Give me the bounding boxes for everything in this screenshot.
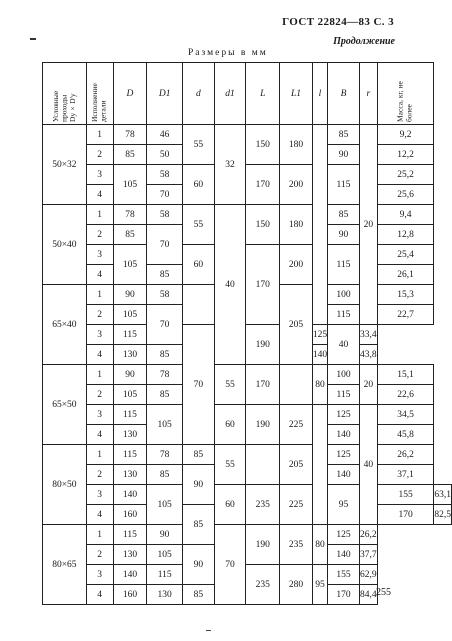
L1-cell: 235: [280, 525, 313, 565]
col-d1: d1: [214, 63, 246, 125]
L-cell: 235: [246, 485, 280, 525]
D-cell: 90: [113, 365, 147, 385]
L1-cell: 280: [280, 565, 313, 605]
D-cell: 160: [113, 585, 147, 605]
part-cell: 3: [86, 405, 113, 425]
L-cell: [246, 445, 280, 485]
L-cell: 190: [246, 525, 280, 565]
part-cell: 1: [86, 125, 113, 145]
D-cell: 105: [113, 385, 147, 405]
mass-cell: 9,2: [377, 125, 434, 145]
B-cell: 125: [328, 405, 360, 425]
col-L: L: [246, 63, 280, 125]
D1-cell: 105: [147, 405, 183, 445]
D-cell: 130: [113, 345, 147, 365]
D1-cell: 70: [147, 305, 183, 345]
D-cell: 130: [113, 545, 147, 565]
L-cell: 170: [246, 245, 280, 325]
part-cell: 4: [86, 505, 113, 525]
table-row: [43, 325, 452, 345]
d-cell: 55: [183, 205, 215, 245]
part-cell: 3: [86, 245, 113, 265]
mass-cell: 12,2: [377, 145, 434, 165]
D-cell: 130: [113, 465, 147, 485]
r-cell: 20: [359, 365, 377, 405]
mass-cell: 63,1: [434, 485, 452, 505]
table-row: [43, 445, 452, 465]
D-cell: 85: [113, 145, 147, 165]
B-cell: 140: [312, 345, 327, 365]
D1-cell: 78: [147, 365, 183, 385]
part-cell: 4: [86, 185, 113, 205]
mass-cell: 9,4: [377, 205, 434, 225]
d-cell: 60: [183, 165, 215, 205]
D1-cell: 50: [147, 145, 183, 165]
D1-cell: 46: [147, 125, 183, 145]
mass-cell: 43,8: [359, 345, 377, 365]
part-cell: 2: [86, 545, 113, 565]
mass-cell: 15,3: [377, 285, 434, 305]
D-cell: 105: [113, 165, 147, 205]
B-cell: 115: [328, 305, 360, 325]
D1-cell: 85: [147, 385, 183, 405]
mass-cell: 26,2: [359, 525, 377, 545]
l-cell: 80: [312, 525, 327, 565]
table-row: [43, 405, 452, 425]
L-cell: 190: [246, 325, 280, 365]
D-cell: 90: [113, 285, 147, 305]
table-row: [43, 205, 452, 225]
D1-cell: 78: [147, 445, 183, 465]
B-cell: 115: [328, 385, 360, 405]
B-cell: 125: [328, 445, 360, 465]
table-row: [43, 125, 452, 145]
B-cell: 170: [377, 505, 434, 525]
footer-mark: [206, 630, 211, 631]
table-row: [43, 245, 452, 265]
mass-cell: 34,5: [377, 405, 434, 425]
D1-cell: 115: [147, 565, 183, 585]
part-cell: 1: [86, 205, 113, 225]
part-cell: 3: [86, 325, 113, 345]
mass-cell: 26,1: [377, 265, 434, 285]
d-cell: 90: [183, 545, 215, 585]
part-cell: 3: [86, 165, 113, 185]
d-cell: [183, 285, 215, 325]
mass-cell: 25,6: [377, 185, 434, 205]
part-cell: 4: [86, 425, 113, 445]
d1-cell: 60: [214, 405, 246, 445]
table-row: [43, 165, 452, 185]
D1-cell: 58: [147, 285, 183, 305]
B-cell: 100: [328, 285, 360, 305]
part-cell: 4: [86, 585, 113, 605]
L-cell: 190: [246, 405, 280, 445]
dimensions-table: [42, 62, 452, 605]
l-cell: 95: [312, 565, 327, 605]
B-cell: 85: [328, 125, 360, 145]
B-cell: 140: [328, 465, 360, 485]
table-row: [43, 525, 452, 545]
d1-cell: 32: [214, 125, 246, 205]
L1-cell: 180: [280, 205, 313, 245]
document-header: ГОСТ 22824—83 С. 3: [282, 16, 394, 28]
L1-cell: 205: [280, 445, 313, 485]
part-cell: 1: [86, 445, 113, 465]
part-cell: 3: [86, 485, 113, 505]
r-cell: 40: [359, 405, 377, 525]
continued-label: Продолжение: [333, 36, 395, 47]
size-cell: 65×40: [43, 285, 87, 365]
L1-cell: [280, 365, 313, 405]
B-cell: 125: [328, 525, 360, 545]
D1-cell: 105: [147, 545, 183, 565]
B-cell: 90: [328, 145, 360, 165]
D1-cell: 58: [147, 165, 183, 185]
B-cell: 100: [328, 365, 360, 385]
D-cell: 115: [113, 325, 147, 345]
d1-cell: 55: [214, 445, 246, 485]
part-cell: 4: [86, 265, 113, 285]
B-cell: 115: [328, 245, 360, 285]
B-cell: 125: [312, 325, 327, 345]
col-B: B: [328, 63, 360, 125]
B-cell: 115: [328, 165, 360, 205]
B-cell: 170: [328, 585, 360, 605]
part-cell: 1: [86, 365, 113, 385]
d-cell: 85: [183, 505, 215, 545]
mass-cell: 82,5: [434, 505, 452, 525]
D-cell: 78: [113, 125, 147, 145]
D-cell: 115: [113, 445, 147, 465]
L1-cell: 180: [280, 125, 313, 165]
mass-cell: 37,7: [359, 545, 377, 565]
mass-cell: 84,4: [359, 585, 377, 605]
mass-cell: 37,1: [377, 465, 434, 485]
L1-cell: 200: [280, 245, 313, 285]
d-cell: 90: [183, 465, 215, 505]
mass-cell: 26,2: [377, 445, 434, 465]
col-mass: Масса, кг, не более: [377, 63, 434, 125]
part-cell: 4: [86, 345, 113, 365]
part-cell: 1: [86, 285, 113, 305]
d-cell: 60: [183, 245, 215, 285]
table-row: [43, 365, 452, 385]
D1-cell: 70: [147, 225, 183, 265]
D-cell: 105: [113, 245, 147, 285]
part-cell: 2: [86, 465, 113, 485]
L-cell: 170: [246, 165, 280, 205]
mass-cell: 22,7: [377, 305, 434, 325]
header-row: [43, 63, 452, 125]
B-cell: 155: [377, 485, 434, 505]
D-cell: 130: [113, 425, 147, 445]
d-cell: 55: [183, 125, 215, 165]
D1-cell: 130: [147, 585, 183, 605]
col-l: l: [312, 63, 327, 125]
L-cell: 150: [246, 125, 280, 165]
D1-cell: 70: [147, 185, 183, 205]
l-cell: [312, 405, 327, 525]
l-cell: 95: [328, 485, 360, 525]
D-cell: 78: [113, 205, 147, 225]
col-L1: L1: [280, 63, 313, 125]
L-cell: 170: [246, 365, 280, 405]
D1-cell: 58: [147, 205, 183, 225]
B-cell: 155: [328, 565, 360, 585]
size-cell: 65×50: [43, 365, 87, 445]
col-D: D: [113, 63, 147, 125]
D1-cell: 85: [147, 265, 183, 285]
col-r: r: [359, 63, 377, 125]
B-cell: 140: [328, 425, 360, 445]
r-cell: 20: [359, 125, 377, 325]
part-cell: 2: [86, 225, 113, 245]
part-cell: 2: [86, 385, 113, 405]
d-cell: 85: [183, 445, 215, 465]
D-cell: 140: [113, 565, 147, 585]
col-part: Исполнение детали: [86, 63, 113, 125]
D-cell: 105: [113, 305, 147, 325]
margin-mark: [30, 38, 36, 40]
col-d: d: [183, 63, 215, 125]
D-cell: 115: [113, 405, 147, 425]
B-cell: 90: [328, 225, 360, 245]
B-cell: 85: [328, 205, 360, 225]
col-size: Условные проходы Dy×D'y: [43, 63, 87, 125]
d1-cell: 40: [214, 205, 246, 365]
L1-cell: 225: [280, 405, 313, 445]
mass-cell: 22,6: [377, 385, 434, 405]
mass-cell: 12,8: [377, 225, 434, 245]
D1-cell: 90: [147, 525, 183, 545]
part-cell: 2: [86, 145, 113, 165]
L1-cell: 200: [280, 165, 313, 205]
mass-cell: 62,9: [359, 565, 377, 585]
d-cell: 85: [183, 585, 215, 605]
D-cell: 140: [113, 485, 147, 505]
d1-cell: 55: [214, 365, 246, 405]
mass-cell: 33,4: [359, 325, 377, 345]
D-cell: 85: [113, 225, 147, 245]
col-D1: D1: [147, 63, 183, 125]
B-cell: 140: [328, 545, 360, 565]
D1-cell: 105: [147, 485, 183, 525]
D1-cell: 85: [147, 465, 183, 485]
D1-cell: 85: [147, 345, 183, 365]
l-cell: [312, 125, 327, 325]
d1-cell: 70: [214, 525, 246, 605]
part-cell: 1: [86, 525, 113, 545]
r-cell: 40: [328, 325, 360, 365]
L-cell: 150: [246, 205, 280, 245]
D-cell: 115: [113, 525, 147, 545]
d1-cell: 60: [214, 485, 246, 525]
table-row: [43, 565, 452, 585]
table-caption: Размеры в мм: [188, 48, 268, 58]
part-cell: 3: [86, 565, 113, 585]
table-row: [43, 485, 452, 505]
size-cell: 80×50: [43, 445, 87, 525]
d-cell: 70: [183, 325, 215, 445]
L1-cell: 205: [280, 285, 313, 365]
size-cell: 80×65: [43, 525, 87, 605]
l-cell: 80: [312, 365, 327, 405]
page-number: 255: [376, 587, 391, 598]
L1-cell: 225: [280, 485, 313, 525]
size-cell: 50×40: [43, 205, 87, 285]
D-cell: 160: [113, 505, 147, 525]
part-cell: 2: [86, 305, 113, 325]
L-cell: 235: [246, 565, 280, 605]
mass-cell: 25,2: [377, 165, 434, 185]
mass-cell: 15,1: [377, 365, 434, 385]
mass-cell: 25,4: [377, 245, 434, 265]
mass-cell: 45,8: [377, 425, 434, 445]
size-cell: 50×32: [43, 125, 87, 205]
